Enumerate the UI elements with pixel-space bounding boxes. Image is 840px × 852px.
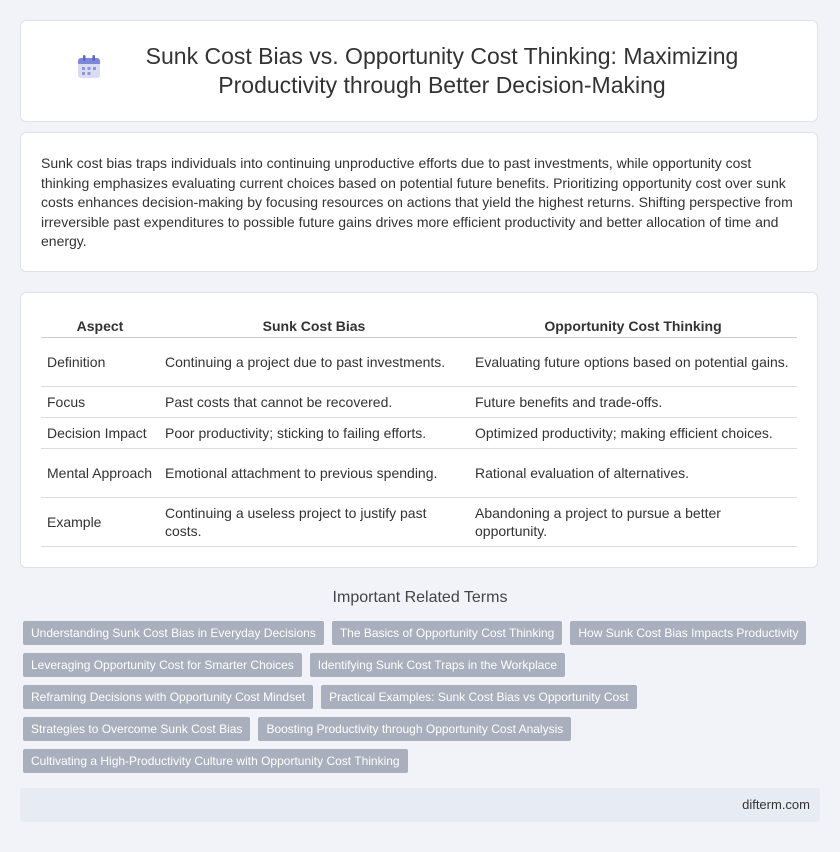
related-term-tag[interactable]: Boosting Productivity through Opportunity Cost Analysis	[258, 717, 571, 741]
row-sunk-cost: Continuing a project due to past investments.	[159, 338, 469, 387]
header-sunk-cost-bias: Sunk Cost Bias	[159, 313, 469, 338]
footer-bar	[20, 788, 820, 822]
row-opportunity-cost: Evaluating future options based on potential gains.	[469, 338, 797, 387]
row-sunk-cost: Past costs that cannot be recovered.	[159, 387, 469, 418]
table-header-row	[41, 313, 797, 338]
header-aspect: Aspect	[41, 313, 159, 338]
row-sunk-cost: Continuing a useless project to justify past costs.	[159, 498, 469, 547]
row-aspect: Example	[41, 498, 159, 547]
related-term-tag[interactable]: Understanding Sunk Cost Bias in Everyday Decisions	[23, 621, 324, 645]
comparison-table	[41, 313, 797, 547]
tag-row	[23, 653, 813, 677]
comparison-card	[20, 292, 818, 568]
row-opportunity-cost: Rational evaluation of alternatives.	[469, 449, 797, 498]
tag-row	[23, 621, 813, 645]
related-term-tag[interactable]: Reframing Decisions with Opportunity Cost Mindset	[23, 685, 313, 709]
site-link[interactable]: difterm.com	[742, 797, 810, 812]
row-aspect: Decision Impact	[41, 418, 159, 449]
page-title: Sunk Cost Bias vs. Opportunity Cost Thinking: Maximizing Productivity through Better Decision-Making	[145, 43, 739, 98]
related-terms-list	[23, 621, 813, 781]
tag-row	[23, 717, 813, 741]
row-aspect: Mental Approach	[41, 449, 159, 498]
intro-card	[20, 132, 818, 272]
related-term-tag[interactable]: Leveraging Opportunity Cost for Smarter Choices	[23, 653, 302, 677]
table-row	[41, 387, 797, 418]
related-term-tag[interactable]: Strategies to Overcome Sunk Cost Bias	[23, 717, 250, 741]
tag-row	[23, 749, 813, 773]
tag-row	[23, 685, 813, 709]
related-term-tag[interactable]: Cultivating a High-Productivity Culture with Opportunity Cost Thinking	[23, 749, 408, 773]
row-opportunity-cost: Future benefits and trade-offs.	[469, 387, 797, 418]
table-row	[41, 418, 797, 449]
related-terms-title: Important Related Terms	[332, 589, 508, 606]
calendar-icon	[76, 54, 102, 80]
header-opportunity-cost-thinking: Opportunity Cost Thinking	[469, 313, 797, 338]
row-sunk-cost: Poor productivity; sticking to failing efforts.	[159, 418, 469, 449]
row-opportunity-cost: Abandoning a project to pursue a better opportunity.	[469, 498, 797, 547]
row-aspect: Definition	[41, 338, 159, 387]
row-sunk-cost: Emotional attachment to previous spending.	[159, 449, 469, 498]
header-inner	[76, 42, 762, 100]
related-term-tag[interactable]: How Sunk Cost Bias Impacts Productivity	[570, 621, 806, 645]
header-card	[20, 20, 818, 122]
row-opportunity-cost: Optimized productivity; making efficient choices.	[469, 418, 797, 449]
row-aspect: Focus	[41, 387, 159, 418]
related-term-tag[interactable]: The Basics of Opportunity Cost Thinking	[332, 621, 563, 645]
table-row	[41, 338, 797, 387]
table-row	[41, 449, 797, 498]
table-row	[41, 498, 797, 547]
related-term-tag[interactable]: Practical Examples: Sunk Cost Bias vs Opportunity Cost	[321, 685, 636, 709]
related-term-tag[interactable]: Identifying Sunk Cost Traps in the Workplace	[310, 653, 565, 677]
intro-paragraph: Sunk cost bias traps individuals into continuing unproductive efforts due to past investments, while opportunity cost thinking emphasizes evaluating current choices based on potential future benefits. Prioritizing opportunity cost over sunk costs enhances decision-making by focusing resources on actions that yield the highest returns. Shifting perspective from irreversible past expenditures to possible future gains drives more efficient productivity and better allocation of time and energy.	[41, 155, 793, 249]
